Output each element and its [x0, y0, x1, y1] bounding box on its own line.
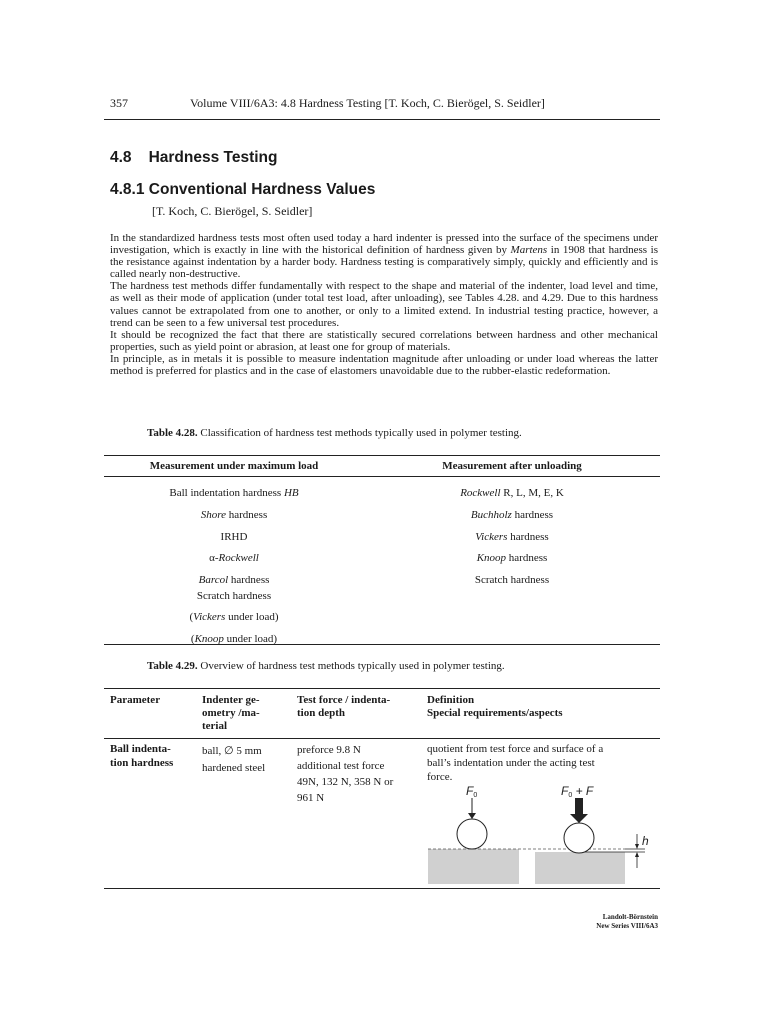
- table2-row-force: preforce 9.8 N additional test force 49N, 132 N, 358 N or 961 N: [297, 744, 394, 804]
- table-row: Shore hardness Buchholz hardness: [200, 509, 554, 521]
- table2-bottom-rule: [104, 888, 660, 889]
- total-force-arrow-shaft: [575, 798, 583, 815]
- paragraph: The hardness test methods differ fundamentally with respect to the shape and material of the indenter, load level and time, as well as their mode of application (under total test load, after unloading), see Tables 4.28. and 4.29. Due to this hardness values cannot be extrapolated from one to another, or only to a limited extend. In industrial testing practice, however, a trend can be seen to a few universal test procedures.: [110, 280, 658, 329]
- specimen-block-left: [428, 849, 519, 884]
- section-heading: [110, 149, 277, 167]
- label-depth-h: h: [642, 834, 649, 848]
- table2-row-indenter: ball, ∅ 5 mm hardened steel: [202, 745, 266, 774]
- paragraph: In the standardized hardness tests most often used today a hard indenter is pressed into the surface of the specimens under investigation, which is exactly in line with the historical definition of hardness given by Martens in 1908 that hardness is the resistance against indentation by a harder body. Hardness testing is comparatively simply, quickly and efficiently and is called nearly non-destructive.: [110, 232, 658, 281]
- table1-bottom-rule: [104, 644, 660, 645]
- table1-header: Measurement under maximum load: [149, 460, 319, 472]
- table-row: Ball indentation hardness HB Rockwell R, L, M, E, K: [169, 487, 564, 499]
- table2-header-force: Test force / indenta- tion depth: [297, 694, 391, 719]
- table-row: Scratch hardness: [196, 590, 272, 602]
- label-total-force: F0 + F: [561, 784, 594, 799]
- label-preforce: F0: [466, 784, 478, 799]
- table2-caption: Table 4.29. Overview of hardness test methods typically used in polymer testing.: [147, 660, 505, 672]
- table-row: [104, 477, 660, 488]
- section-title: Hardness Testing: [148, 149, 278, 166]
- header-rule: [104, 119, 660, 120]
- table-row: (Vickers under load): [189, 611, 279, 623]
- subsection-number: 4.8.1: [110, 181, 145, 198]
- running-title: Volume VIII/6A3: 4.8 Hardness Testing [T. Koch, C. Bierögel, S. Seidler]: [190, 96, 545, 110]
- preforce-arrow-head: [468, 813, 476, 819]
- author-name-italic: Martens: [510, 244, 548, 257]
- table1-header-row: [104, 456, 660, 477]
- total-force-arrow-head: [570, 814, 588, 823]
- indenter-ball-left: [457, 819, 487, 849]
- table-row: α-Rockwell Knoop hardness: [209, 552, 548, 564]
- table2-header-rule: [104, 738, 660, 739]
- table2-header-indenter: Indenter ge- ometry /ma- terial: [202, 694, 260, 732]
- table2-header-parameter: Parameter: [110, 694, 161, 706]
- table2-row-definition: quotient from test force and surface of a ball’s indentation under the acting test force.: [427, 743, 604, 783]
- footer-publisher: Landolt-Börnstein: [602, 913, 658, 921]
- paragraph: In principle, as in metals it is possible to measure indentation magnitude after unloading or under load whereas the latter method is preferred for plastics and in the case of elastomers unavoidable due to the rubber-elastic redeformation.: [110, 352, 658, 378]
- page-number: 357: [110, 96, 128, 110]
- table1: [104, 456, 660, 655]
- subsection-title: Conventional Hardness Values: [148, 181, 376, 198]
- table-row: Barcol hardness Scratch hardness: [198, 574, 550, 586]
- subsection-heading: [110, 181, 375, 199]
- body-text: [110, 232, 658, 377]
- footer-series: New Series VIII/6A3: [596, 922, 658, 930]
- table1-caption: Table 4.28. Classification of hardness test methods typically used in polymer testing.: [147, 427, 522, 439]
- table1-header: Measurement after unloading: [442, 460, 582, 472]
- paragraph: It should be recognized the fact that there are statistically secured correlations between hardness and other mechanical properties, such as yield point or abrasion, at least one for group of materials.: [110, 328, 658, 353]
- table2-row-parameter: Ball indenta- tion hardness: [110, 743, 174, 769]
- table-row: IRHD Vickers hardness: [220, 531, 549, 543]
- section-number: 4.8: [110, 149, 132, 166]
- ball-indentation-figure: [425, 784, 657, 888]
- table-row: (Knoop under load): [190, 633, 278, 645]
- table2-top-rule: [104, 688, 660, 689]
- indenter-ball-right: [564, 823, 594, 853]
- table2-header-definition: Definition Special requirements/aspects: [427, 694, 563, 719]
- specimen-block-right: [535, 852, 625, 884]
- subsection-authors: [T. Koch, C. Bierögel, S. Seidler]: [152, 204, 313, 218]
